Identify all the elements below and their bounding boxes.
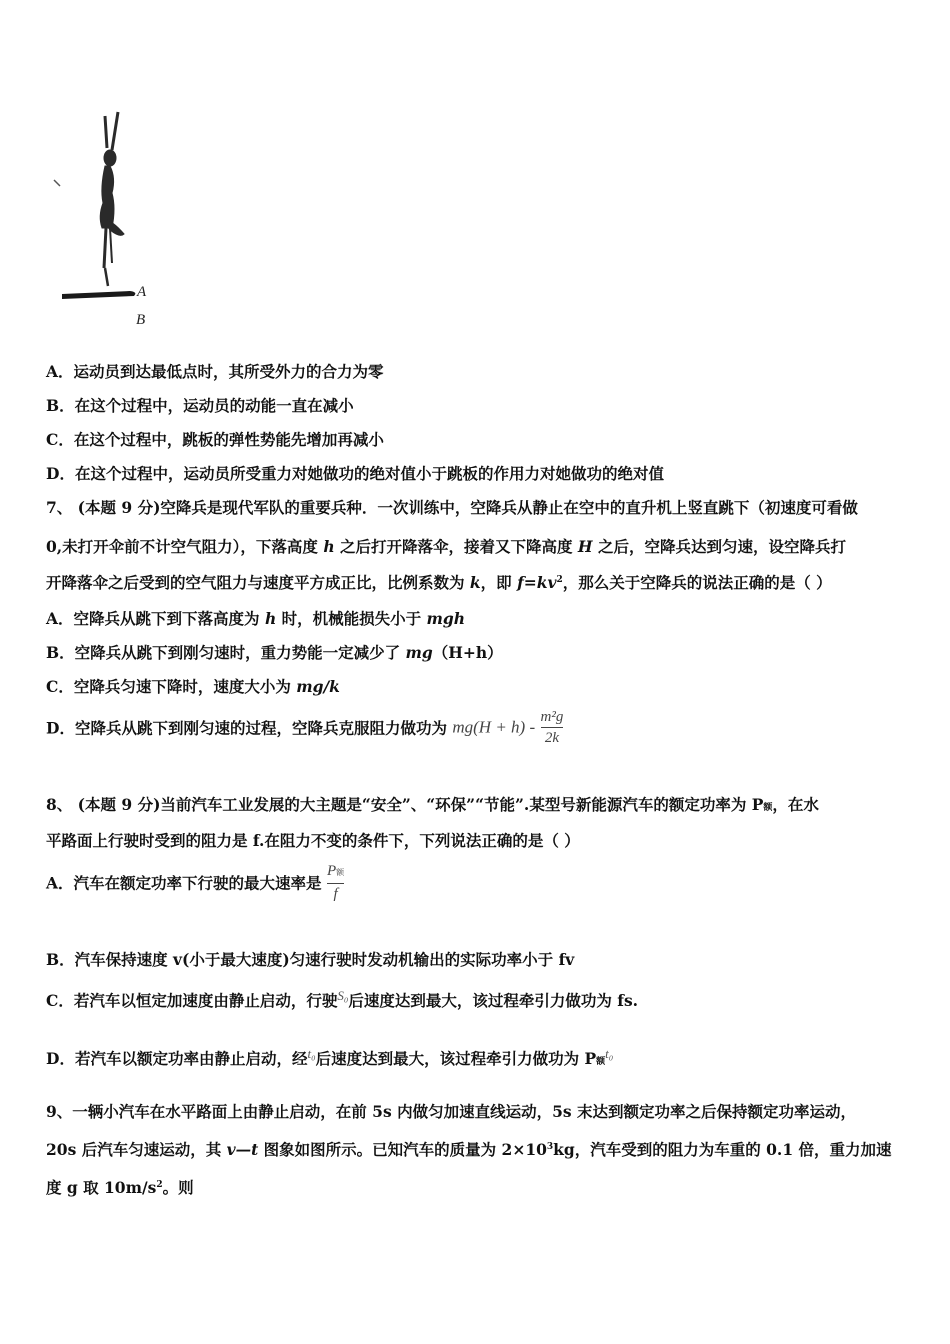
- q6-option-d: D．在这个过程中，运动员所受重力对她做功的绝对值小于跳板的作用力对她做功的绝对值: [46, 464, 664, 483]
- q7-option-d-expression: mg(H + h) -: [452, 717, 536, 737]
- springboard: [62, 291, 135, 299]
- q6-option-b: B．在这个过程中，运动员的动能一直在减小: [46, 396, 354, 415]
- q8-stem-line1: 8、 (本题 9 分)当前汽车工业发展的大主题是“安全”、“环保”“节能”.某型号新能源汽车的额定功率为 P额，在水: [46, 795, 819, 814]
- q9-stem-line2: 20s 后汽车匀速运动，其 v—t 图象如图所示。已知汽车的质量为 $2\times 10^3kg$，汽车受到的阻力为车重的 0.1 倍，重力加速: [46, 1140, 892, 1159]
- q9-stem-line1: 9、一辆小汽车在水平路面上由静止启动，在前 5s 内做匀加速直线运动，5s 末达到额定功率之后保持额定功率运动，: [46, 1102, 856, 1121]
- q7-option-c: C．空降兵匀速下降时，速度大小为 mg/k: [46, 677, 340, 696]
- q9-stem-line3: 度 g 取 $10m/s^2$。则: [46, 1178, 194, 1197]
- q8-option-c: C．若汽车以恒定加速度由静止启动，行驶$^{S_0}$后速度达到最大，该过程牵引力做功为 fs.: [46, 988, 639, 1011]
- q7-option-b: B．空降兵从跳下到刚匀速时，重力势能一定减少了 mg（H+h）: [46, 643, 503, 662]
- q8-option-a-fraction: $\frac{\text{P额}}{f}$: [326, 863, 345, 902]
- q7-stem-line1: 7、 (本题 9 分)空降兵是现代军队的重要兵种．一次训练中，空降兵从静止在空中的直升机上竖直跳下（初速度可看做: [46, 498, 858, 517]
- q8-option-a: A．汽车在额定功率下行驶的最大速率是 $\frac{\text{P额}}{f}$: [46, 863, 345, 902]
- diver-silhouette: [100, 112, 124, 286]
- q8-stem-line2: 平路面上行驶时受到的阻力是 f.在阻力不变的条件下，下列说法正确的是（ ）: [46, 831, 580, 850]
- q7-option-a: A．空降兵从跳下到下落高度为 h 时，机械能损失小于 mgh: [46, 609, 466, 628]
- q7-option-d: D．空降兵从跳下到刚匀速的过程，空降兵克服阻力做功为 mg(H + h) - $\frac{\text{m²g}}{2k}$: [46, 709, 564, 746]
- q8-option-d: D．若汽车以额定功率由静止启动，经$^{t_0}$后速度达到最大，该过程牵引力做功为 P额$^{t_0}$: [46, 1046, 614, 1069]
- label-b: B: [136, 312, 146, 328]
- q7-option-d-fraction: $\frac{\text{m²g}}{2k}$: [540, 709, 564, 746]
- q7-stem-line3: 开降落伞之后受到的空气阻力与速度平方成正比，比例系数为 k，即 $f=kv^2$，那么关于空降兵的说法正确的是（ ）: [46, 573, 832, 592]
- label-a: A: [137, 284, 147, 300]
- q7-stem-line2: 0,未打开伞前不计空气阻力），下落高度 h 之后打开降落伞，接着又下降高度 H 之后，空降兵达到匀速，设空降兵打: [46, 537, 846, 556]
- motion-mark: [54, 180, 60, 186]
- diver-figure: [50, 108, 160, 333]
- q8-option-b: B．汽车保持速度 v(小于最大速度)匀速行驶时发动机输出的实际功率小于 fv: [46, 950, 575, 969]
- q6-option-a: A．运动员到达最低点时，其所受外力的合力为零: [46, 362, 384, 381]
- q6-option-c: C．在这个过程中，跳板的弹性势能先增加再减小: [46, 430, 384, 449]
